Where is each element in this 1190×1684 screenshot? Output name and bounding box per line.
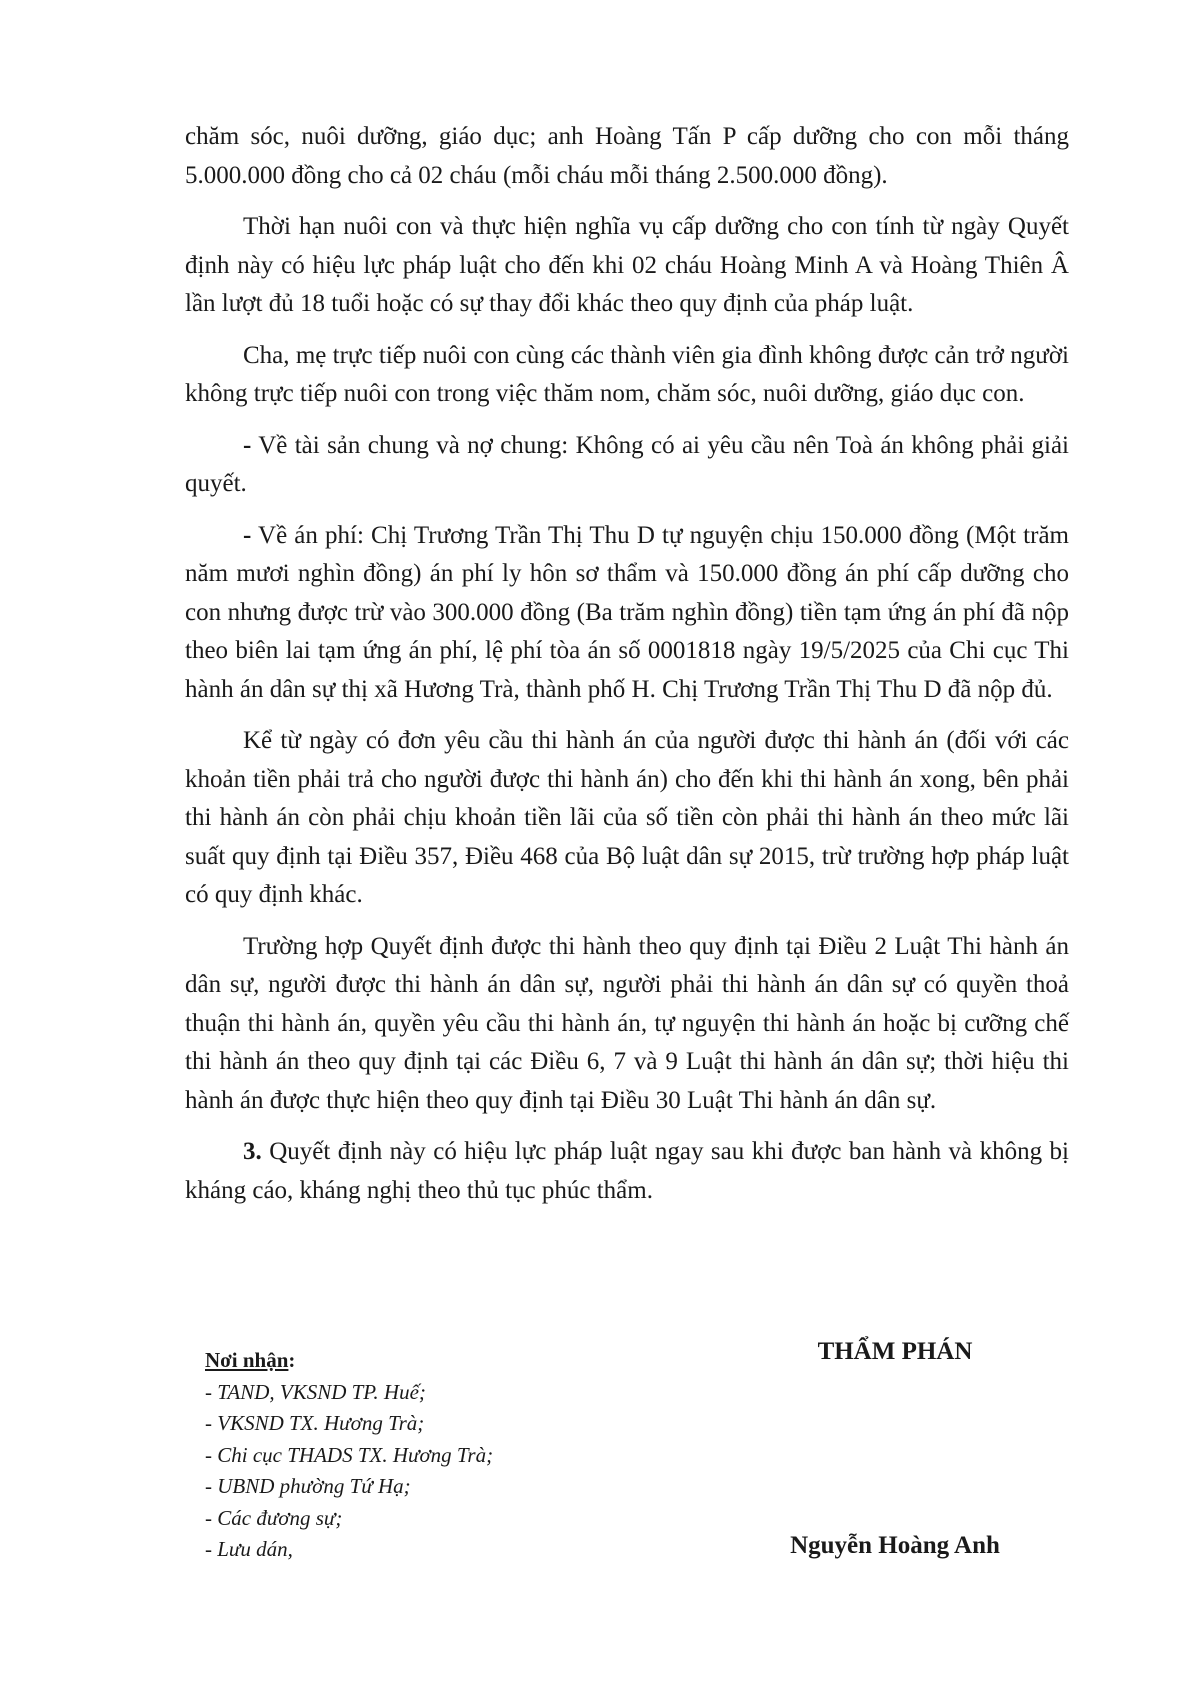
recipient-item: - Lưu dán, — [205, 1537, 293, 1561]
paragraph-8-text: Quyết định này có hiệu lực pháp luật ngay sau khi được ban hành và không bị kháng cáo, kháng nghị theo thủ tục phúc thẩm. — [185, 1138, 1069, 1204]
paragraph-5-bullet: - — [243, 521, 252, 549]
recipient-item: - UBND phường Tứ Hạ; — [205, 1474, 411, 1498]
paragraph-1-text: chăm sóc, nuôi dưỡng, giáo dục; anh Hoàng Tấn P cấp dưỡng cho con mỗi tháng 5.000.000 đồng cho cả 02 cháu (mỗi cháu mỗi tháng 2.500.000 đồng). — [185, 123, 1069, 189]
decision-body — [185, 118, 1069, 1223]
recipient-item: - TAND, VKSND TP. Huế; — [205, 1379, 426, 1404]
paragraph-5 — [185, 517, 1069, 710]
recipient-item: - VKSND TX. Hương Trà; — [205, 1411, 425, 1435]
paragraph-8 — [185, 1133, 1069, 1210]
recipient-item: - Chi cục THADS TX. Hương Trà; — [205, 1442, 494, 1467]
paragraph-8-number: 3. — [243, 1138, 262, 1165]
paragraph-4-text: Về tài sản chung và nợ chung: Không có ai yêu cầu nên Toà án không phải giải quyết. — [185, 431, 1069, 497]
paragraph-3-text: Cha, mẹ trực tiếp nuôi con cùng các thành viên gia đình không được cản trở người không trực tiếp nuôi con trong việc thăm nom, chăm sóc, nuôi dưỡng, giáo dục con. — [185, 341, 1069, 407]
paragraph-4-bullet: - — [243, 431, 252, 459]
judge-title: THẨM PHÁN — [817, 1338, 973, 1365]
paragraph-5-text: Về án phí: Chị Trương Trần Thị Thu D tự nguyện chịu 150.000 đồng (Một trăm năm mươi nghìn đồng) án phí ly hôn sơ thẩm và 150.000 đồng án phí cấp dưỡng cho con nhưng được trừ vào 300.000 đồng (Ba trăm nghìn đồng) tiền tạm ứng án phí đã nộp theo biên lai tạm ứng án phí, lệ phí tòa án số 0001818 ngày 19/5/2025 của Chi cục Thi hành án dân sự thị xã Hương Trà, thành phố H. Chị Trương Trần Thị Thu D đã nộp đủ. — [185, 521, 1069, 703]
recipient-item: - Các đương sự; — [205, 1505, 343, 1530]
judge-name: Nguyễn Hoàng Anh — [790, 1532, 1000, 1559]
paragraph-2-text: Thời hạn nuôi con và thực hiện nghĩa vụ cấp dưỡng cho con tính từ ngày Quyết định này có hiệu lực pháp luật cho đến khi 02 cháu Hoàng Minh A và Hoàng Thiên Â lần lượt đủ 18 tuổi hoặc có sự thay đổi khác theo quy định của pháp luật. — [185, 213, 1069, 317]
paragraph-3 — [185, 337, 1069, 414]
paragraph-1 — [185, 118, 1069, 195]
paragraph-6-text: Kể từ ngày có đơn yêu cầu thi hành án của người được thi hành án (đối với các khoản tiền phải trả cho người được thi hành án) cho đến khi thi hành án xong, bên phải thi hành án còn phải chịu khoản tiền lãi của số tiền còn phải thi hành án theo mức lãi suất quy định tại Điều 357, Điều 468 của Bộ luật dân sự 2015, trừ trường hợp pháp luật có quy định khác. — [185, 727, 1069, 908]
paragraph-4 — [185, 427, 1069, 504]
paragraph-7 — [185, 928, 1069, 1121]
recipients-heading-colon: : — [288, 1348, 296, 1372]
recipients-block — [205, 1345, 625, 1566]
recipients-heading-line — [205, 1345, 625, 1377]
paragraph-7-text: Trường hợp Quyết định được thi hành theo quy định tại Điều 2 Luật Thi hành án dân sự, người được thi hành án dân sự, người phải thi hành án dân sự có quyền thoả thuận thi hành án, quyền yêu cầu thi hành án, tự nguyện thi hành án hoặc bị cưỡng chế thi hành án theo quy định tại các Điều 6, 7 và 9 Luật thi hành án dân sự; thời hiệu thi hành án được thực hiện theo quy định tại Điều 30 Luật Thi hành án dân sự. — [185, 932, 1069, 1114]
recipients-heading: Nơi nhận — [205, 1348, 289, 1372]
paragraph-6 — [185, 722, 1069, 915]
paragraph-2 — [185, 208, 1069, 324]
